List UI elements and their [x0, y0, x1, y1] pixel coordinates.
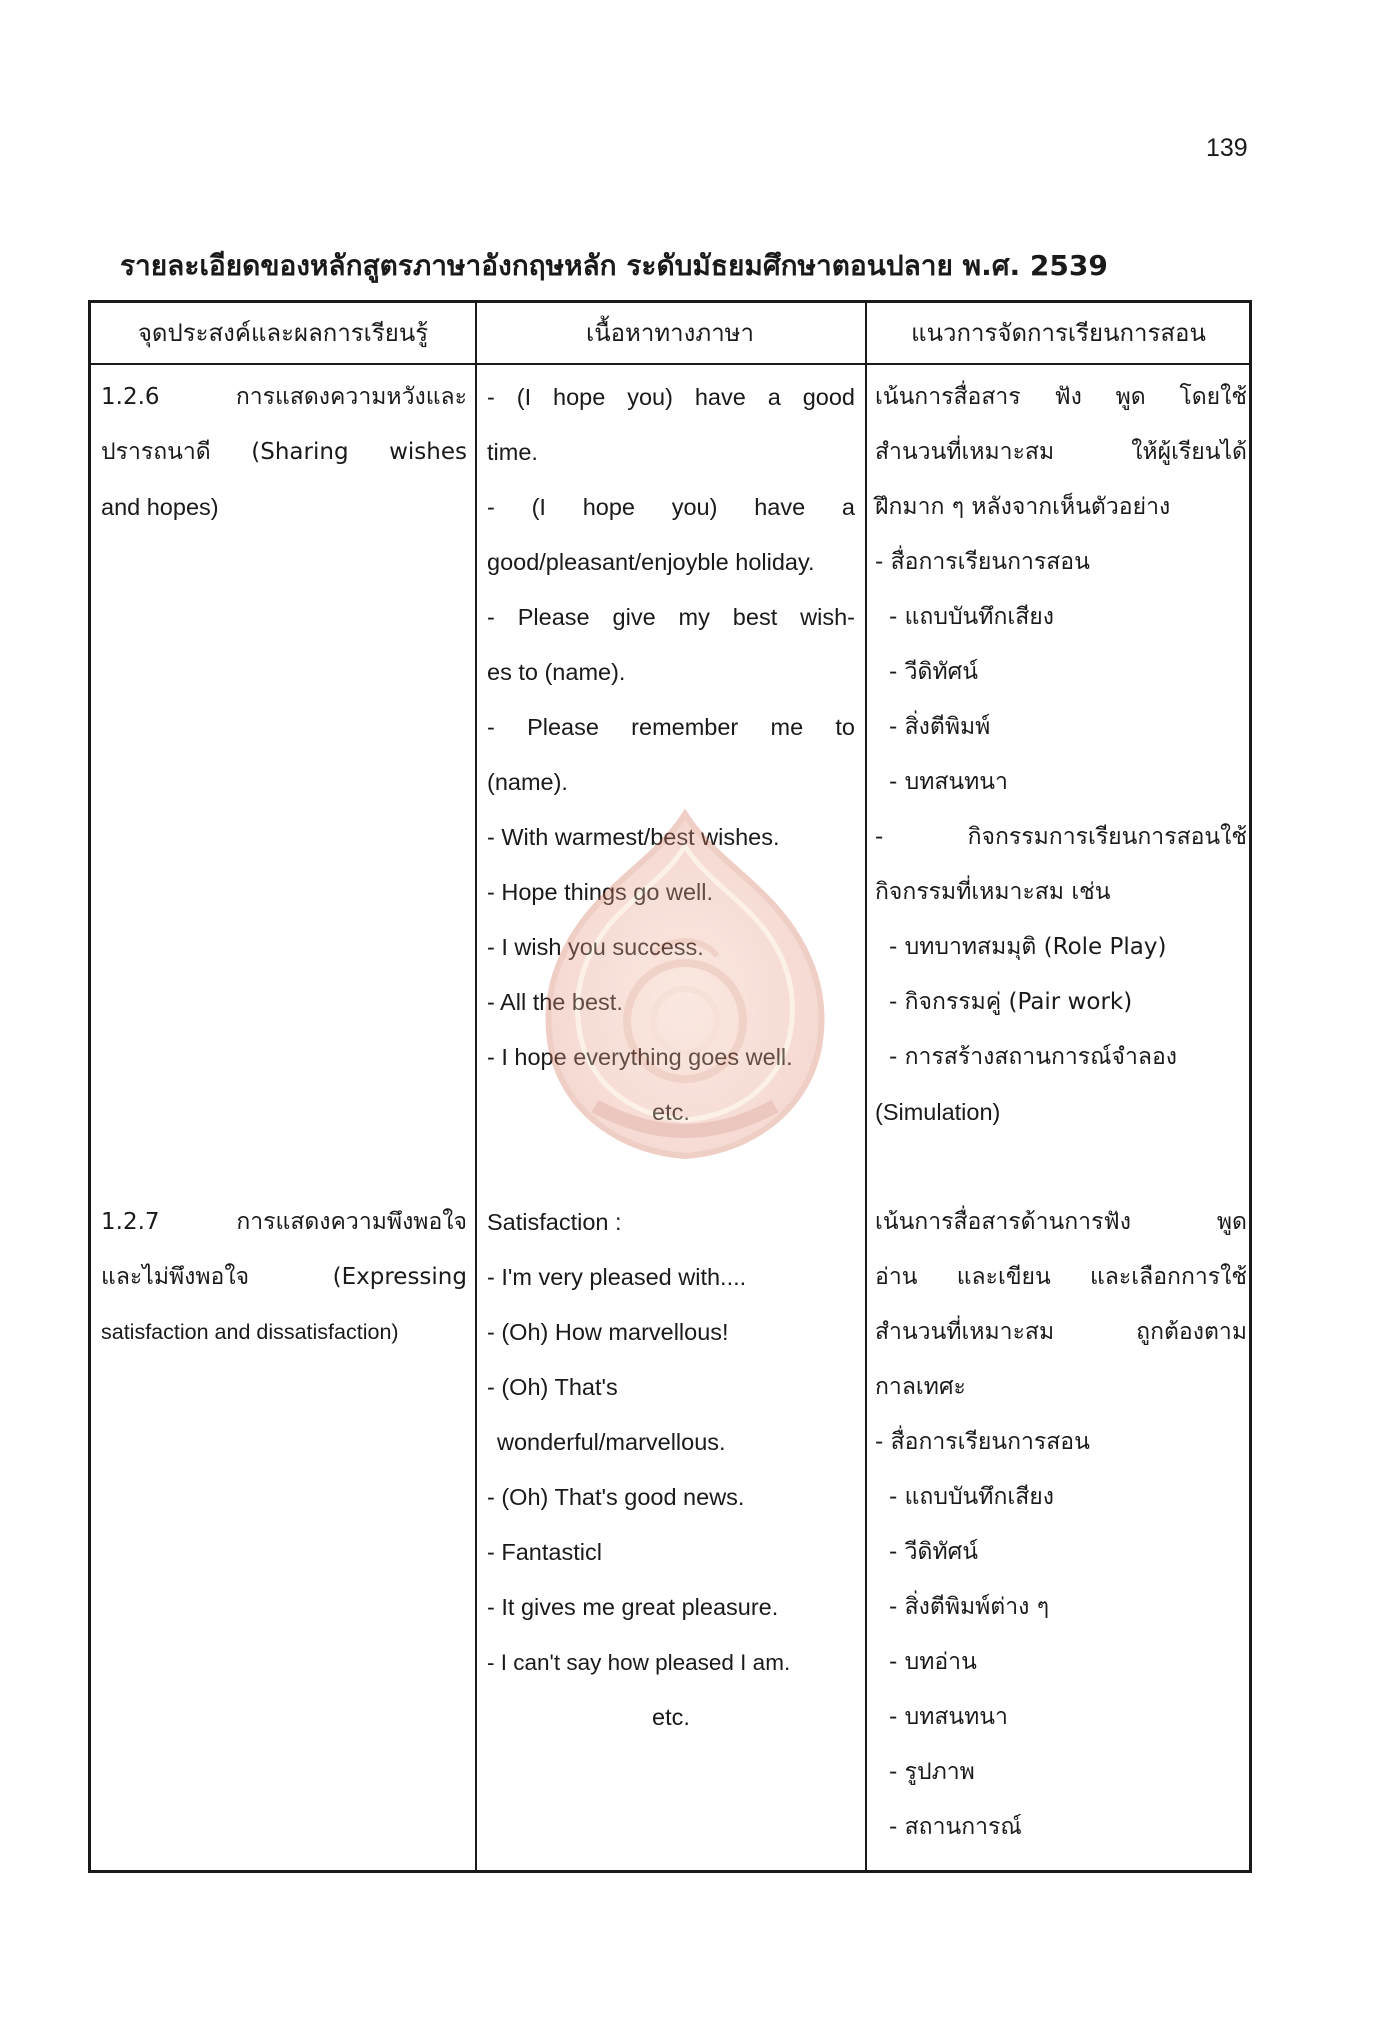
approach-line: กาลเทศะ	[875, 1374, 966, 1400]
approach-line: - บทสนทนา	[889, 769, 1008, 795]
content-line: - I'm very pleased with....	[487, 1264, 747, 1290]
content-line: - (I hope you) have a good	[487, 384, 855, 410]
content-line: - It gives me great pleasure.	[487, 1594, 779, 1620]
objective-line: และไม่พึงพอใจ (Expressing	[101, 1264, 467, 1290]
header-teaching-approach: แนวการจัดการเรียนการสอน	[911, 319, 1206, 347]
approach-line: เน้นการสื่อสารด้านการฟัง พูด	[875, 1209, 1247, 1235]
objective-line: 1.2.7 การแสดงความพึงพอใจ	[101, 1209, 467, 1235]
content-line: good/pleasant/enjoyble holiday.	[487, 549, 815, 575]
approach-line: - บทสนทนา	[889, 1704, 1008, 1730]
approach-line: - สื่อการเรียนการสอน	[875, 1429, 1090, 1455]
approach-line: อ่าน และเขียน และเลือกการใช้	[875, 1264, 1247, 1290]
document-title: รายละเอียดของหลักสูตรภาษาอังกฤษหลัก ระดับมัธยมศึกษาตอนปลาย พ.ศ. 2539	[120, 249, 1108, 282]
content-line: - All the best.	[487, 989, 623, 1015]
content-line: - I hope everything goes well.	[487, 1044, 793, 1070]
content-line: - (Oh) How marvellous!	[487, 1319, 729, 1345]
objective-line: ปรารถนาดี (Sharing wishes	[101, 439, 467, 465]
objective-line: 1.2.6 การแสดงความหวังและ	[101, 384, 467, 410]
approach-line: ฝึกมาก ๆ หลังจากเห็นตัวอย่าง	[875, 494, 1171, 520]
column-divider	[865, 303, 867, 1870]
content-line: - I wish you success.	[487, 934, 704, 960]
approach-line: - สิ่งตีพิมพ์	[889, 714, 991, 740]
content-line: time.	[487, 439, 538, 465]
objective-line: and hopes)	[101, 494, 219, 520]
approach-line: กิจกรรมที่เหมาะสม เช่น	[875, 879, 1111, 905]
approach-line: - สิ่งตีพิมพ์ต่าง ๆ	[889, 1594, 1050, 1620]
approach-line: - สถานการณ์	[889, 1814, 1022, 1840]
approach-line: - กิจกรรมคู่ (Pair work)	[889, 989, 1133, 1015]
content-line: wonderful/marvellous.	[497, 1429, 726, 1455]
column-divider	[475, 303, 477, 1870]
approach-line: - แถบบันทึกเสียง	[889, 1484, 1054, 1510]
page-number: 139	[1206, 134, 1248, 162]
content-line: - I can't say how pleased I am.	[487, 1650, 791, 1675]
header-language-content: เนื้อหาทางภาษา	[586, 319, 754, 347]
content-line: - (Oh) That's good news.	[487, 1484, 745, 1510]
approach-line: - สื่อการเรียนการสอน	[875, 549, 1090, 575]
approach-line: เน้นการสื่อสาร ฟัง พูด โดยใช้	[875, 384, 1247, 410]
content-line: - Fantasticl	[487, 1539, 602, 1565]
content-line: (name).	[487, 769, 568, 795]
approach-line: - รูปภาพ	[889, 1759, 975, 1785]
content-line: - Please remember me to	[487, 714, 855, 740]
content-line: - Please give my best wish-	[487, 604, 855, 630]
approach-line: - วีดิทัศน์	[889, 1539, 978, 1565]
approach-line: - แถบบันทึกเสียง	[889, 604, 1054, 630]
approach-line: - กิจกรรมการเรียนการสอนใช้	[875, 824, 1247, 850]
curriculum-table	[88, 300, 1252, 1873]
header-objectives: จุดประสงค์และผลการเรียนรู้	[137, 319, 429, 347]
objective-line: satisfaction and dissatisfaction)	[101, 1320, 399, 1344]
approach-line: - วีดิทัศน์	[889, 659, 978, 685]
content-line: - With warmest/best wishes.	[487, 824, 780, 850]
content-line: etc.	[652, 1099, 690, 1125]
approach-line: สำนวนที่เหมาะสม ถูกต้องตาม	[875, 1319, 1247, 1345]
content-line: - (I hope you) have a	[487, 494, 855, 520]
approach-line: - การสร้างสถานการณ์จำลอง	[889, 1044, 1178, 1070]
content-line: etc.	[652, 1704, 690, 1730]
header-divider	[91, 363, 1249, 365]
approach-line: - บทบาทสมมุติ (Role Play)	[889, 934, 1167, 960]
content-line: es to (name).	[487, 659, 626, 685]
content-line: Satisfaction :	[487, 1209, 622, 1235]
approach-line: สำนวนที่เหมาะสม ให้ผู้เรียนได้	[875, 439, 1247, 465]
approach-line: - บทอ่าน	[889, 1649, 977, 1675]
content-line: - Hope things go well.	[487, 879, 713, 905]
approach-line: (Simulation)	[875, 1099, 1001, 1125]
content-line: - (Oh) That's	[487, 1374, 618, 1400]
